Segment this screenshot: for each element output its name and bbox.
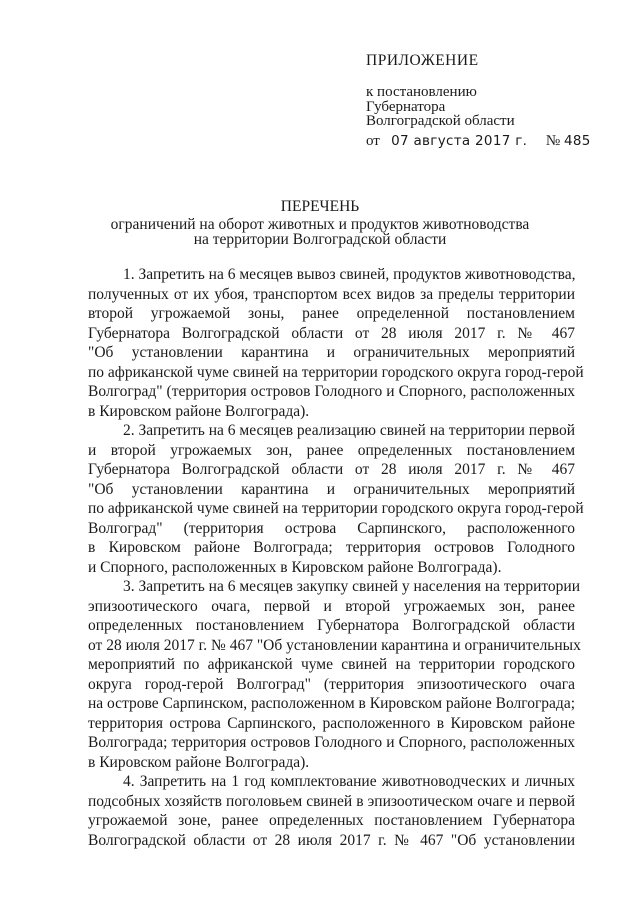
appendix-line: Волгоградской области — [366, 113, 515, 129]
paragraph-4 — [88, 772, 575, 850]
paragraph-line: Волгоград" (территория островов Голодного и Спорного, расположенных — [88, 383, 575, 400]
appendix-line: к постановлению — [366, 84, 477, 100]
paragraph-line: Волгоградской области от 28 июля 2017 г. № 467 "Об установлении — [88, 831, 575, 849]
paragraph-line: эпизоотического очага, первой и второй угрожаемых зон, ранее — [88, 597, 575, 615]
paragraph-line: Волгограда; территория островов Голодного и Спорного, расположенных — [88, 734, 575, 751]
appendix-date-line — [366, 132, 591, 150]
paragraph-line: территория острова Сарпинского, расположенного в Кировском районе — [88, 714, 575, 732]
paragraph-line: в Кировском районе Волгограда). — [88, 402, 310, 420]
paragraph-line: Губернатора Волгоградской области от 28 июля 2017 г. № 467 — [88, 324, 575, 342]
paragraph-line: подсобных хозяйств поголовьем свиней в эпизоотическом очаге и первой — [88, 792, 575, 810]
paragraph-line: округа город-герой Волгоград" (территория эпизоотического очага — [88, 675, 575, 693]
date-value: 07 августа 2017 г. — [391, 133, 528, 149]
paragraph-line: и второй угрожаемых зон, ранее определенных постановлением — [88, 441, 575, 459]
subtitle-line: на территории Волгоградской области — [193, 230, 447, 248]
date-prefix: от — [366, 133, 380, 149]
appendix-reference — [366, 85, 515, 129]
appendix-line: Губернатора — [366, 98, 446, 115]
document-subtitle — [0, 218, 640, 247]
appendix-block — [366, 52, 606, 149]
document-title: ПЕРЕЧЕНЬ — [280, 198, 360, 215]
paragraph-line: и Спорного, расположенных в Кировском районе Волгограда). — [88, 558, 502, 576]
paragraph-line: Волгоград" (территория острова Сарпинского, расположенного — [88, 519, 575, 537]
paragraph-line: по африканской чуме свиней на территории городского округа город-герой — [88, 500, 584, 517]
document-body — [88, 265, 584, 850]
paragraph-line: угрожаемой зоне, ранее определенных постановлением Губернатора — [88, 812, 575, 829]
paragraph-line: "Об установлении карантина и ограничительных мероприятий — [88, 344, 575, 361]
paragraph-line: по африканской чуме свиней на территории городского округа город-герой — [88, 363, 584, 381]
paragraph-line: "Об установлении карантина и ограничительных мероприятий — [88, 480, 575, 498]
paragraph-line: полученных от их убоя, транспортом всех видов за пределы территории — [88, 285, 575, 303]
paragraph-line: 4. Запретить на 1 год комплектование животноводческих и личных — [123, 773, 575, 790]
paragraph-line: 2. Запретить на 6 месяцев реализацию свиней на территории первой — [123, 422, 575, 439]
paragraph-line: мероприятий по африканской чуме свиней на территории городского — [88, 656, 575, 673]
paragraph-line: в Кировском районе Волгограда; территория островов Голодного — [88, 539, 575, 556]
paragraph-3 — [88, 577, 581, 772]
appendix-title: ПРИЛОЖЕНИЕ — [366, 52, 479, 69]
paragraph-line: 1. Запретить на 6 месяцев вывоз свиней, продуктов животноводства, — [123, 266, 576, 283]
number-value: 485 — [563, 133, 591, 149]
paragraph-2 — [88, 421, 584, 577]
paragraph-line: второй угрожаемой зоны, ранее определенной постановлением — [88, 305, 575, 322]
paragraph-line: Губернатора Волгоградской области от 28 июля 2017 г. № 467 — [88, 461, 575, 478]
paragraph-1 — [88, 265, 584, 421]
paragraph-line: в Кировском районе Волгограда). — [88, 753, 310, 771]
paragraph-line: на острове Сарпинском, расположенном в Кировском районе Волгограда; — [88, 695, 576, 712]
number-prefix: № — [545, 133, 561, 149]
paragraph-line: 3. Запретить на 6 месяцев закупку свиней у населения на территории — [123, 578, 581, 595]
paragraph-line: определенных постановлением Губернатора Волгоградской области — [88, 617, 575, 634]
subtitle-line: ограничений на оборот животных и продуктов животноводства — [110, 216, 530, 233]
paragraph-line: от 28 июля 2017 г. № 467 "Об установлении карантина и ограничительных — [88, 636, 581, 654]
